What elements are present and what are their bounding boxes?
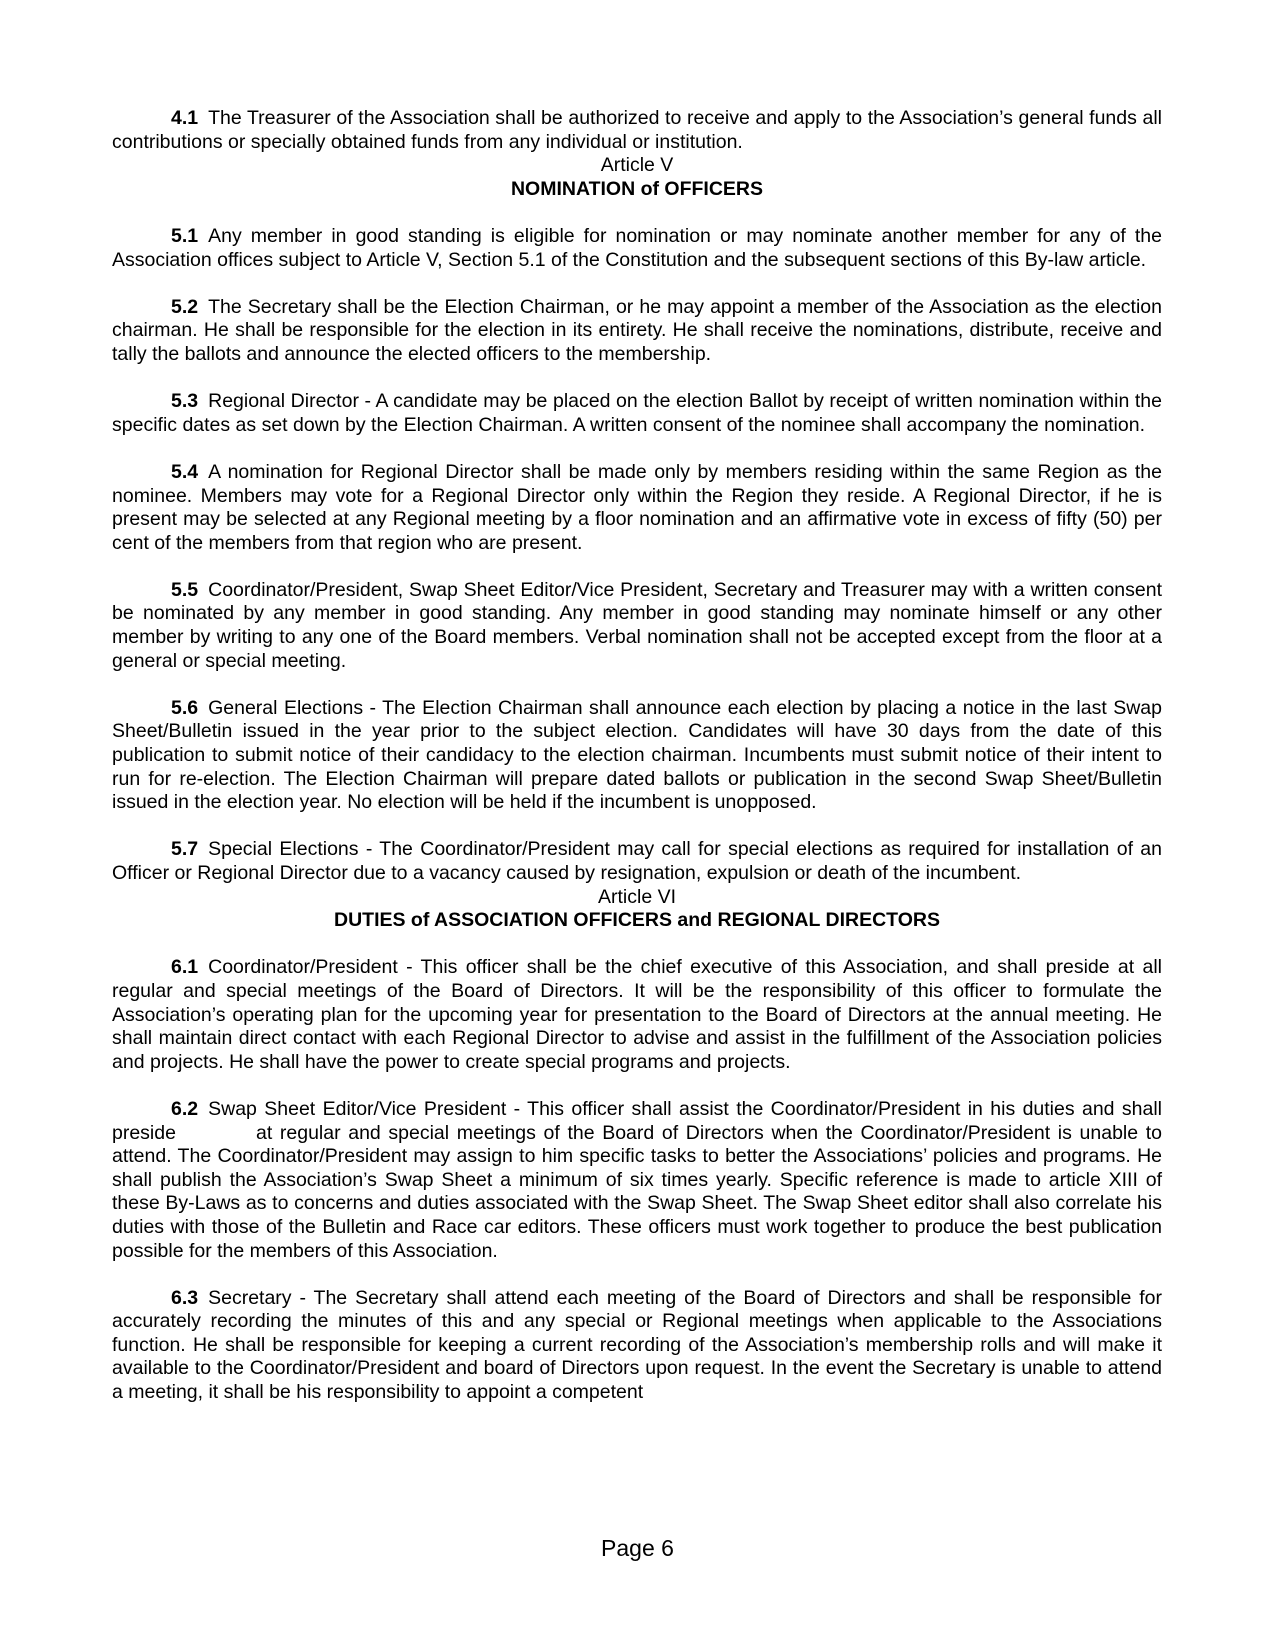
section-text: Any member in good standing is eligible for nomination or may nominate another member for any of the Association offices subject to Article V, Section 5.1 of the Constitution and the subsequent sections of this By-law article.: [112, 224, 1162, 271]
section-5-7: [112, 838, 1162, 885]
section-5-6: [112, 697, 1162, 815]
section-text: A nomination for Regional Director shall be made only by members residing within the same Region as the nominee. Members may vote for a Regional Director only within the Region they reside. A Regional Director, if he is present may be selected at any Regional meeting by a floor nomination and an affirmative vote in excess of fifty (50) per cent of the members from that region who are present.: [112, 460, 1162, 554]
section-text-part-b: at regular and special meetings of the Board of Directors when the Coordinator/President is unable to attend. The Coordinator/President may assign to him specific tasks to better the Associations’ policies and programs. He shall publish the Association’s Swap Sheet a minimum of six times yearly. Specific reference is made to article XIII of these By-Laws as to concerns and duties associated with the Swap Sheet. The Swap Sheet editor shall also correlate his duties with those of the Bulletin and Race car editors. These officers must work together to produce the best publication possible for the members of this Association.: [112, 1121, 1162, 1262]
section-number: 6.2: [171, 1097, 199, 1120]
section-number: 5.6: [171, 696, 199, 719]
section-5-2: [112, 296, 1162, 367]
section-text-part-a: Swap Sheet Editor/Vice President - This officer shall assist the Coordinator/President in his duties and shall preside: [112, 1097, 1162, 1144]
section-6-1: [112, 956, 1162, 1074]
section-text: Coordinator/President, Swap Sheet Editor/Vice President, Secretary and Treasurer may with a written consent be nominated by any member in good standing. Any member in good standing may nominate himself or any other member by writing to any one of the Board members. Verbal nomination shall not be accepted except from the floor at a general or special meeting.: [112, 578, 1162, 672]
section-text: Regional Director - A candidate may be placed on the election Ballot by receipt of written nomination within the specific dates as set down by the Election Chairman. A written consent of the nominee shall accompany the nomination.: [112, 390, 1162, 436]
section-number: 5.2: [171, 295, 199, 318]
section-text: General Elections - The Election Chairman shall announce each election by placing a notice in the last Swap Sheet/Bulletin issued in the year prior to the subject election. Candidates will have 30 days from the date of this publication to submit notice of their candidacy to the election chairman. Incumbents must submit notice of their intent to run for re-election. The Election Chairman will prepare dated ballots or publication in the second Swap Sheet/Bulletin issued in the election year. No election will be held if the incumbent is unopposed.: [112, 696, 1162, 814]
section-number: 5.7: [171, 838, 199, 861]
section-4-1: [112, 107, 1162, 154]
article-vi-label: Article VI: [597, 885, 677, 908]
section-number: 5.5: [171, 578, 199, 601]
section-text: Coordinator/President - This officer shall be the chief executive of this Association, and shall preside at all regular and special meetings of the Board of Directors. It will be the responsibility of this officer to formulate the Association’s operating plan for the upcoming year for presentation to the Board of Directors at the annual meeting. He shall maintain direct contact with each Regional Director to advise and assist in the fulfillment of the Association policies and projects. He shall have the power to create special programs and projects.: [112, 956, 1162, 1073]
section-6-3: [112, 1287, 1162, 1405]
document-body: [112, 107, 1162, 1405]
section-5-1: [112, 225, 1162, 272]
section-text: The Treasurer of the Association shall be authorized to receive and apply to the Association’s general funds all contributions or specially obtained funds from any individual or institution.: [112, 107, 1162, 153]
section-number: 5.1: [171, 224, 199, 247]
section-text: Special Elections - The Coordinator/President may call for special elections as required for installation of an Officer or Regional Director due to a vacancy caused by resignation, expulsion or death of the incumbent.: [112, 838, 1162, 884]
section-text: Secretary - The Secretary shall attend each meeting of the Board of Directors and shall be responsible for accurately recording the minutes of this and any special or Regional meetings when applicable to the Associations function. He shall be responsible for keeping a current recording of the Association’s membership rolls and will make it available to the Coordinator/President and board of Directors upon request. In the event the Secretary is unable to attend a meeting, it shall be his responsibility to appoint a competent: [112, 1286, 1162, 1404]
section-number: 6.1: [171, 956, 199, 979]
page-number: Page 6: [601, 1535, 674, 1561]
article-v-title: NOMINATION of OFFICERS: [510, 177, 764, 200]
section-5-3: [112, 390, 1162, 437]
section-number: 4.1: [171, 107, 199, 129]
section-number: 6.3: [171, 1286, 199, 1309]
section-number: 5.3: [171, 390, 199, 413]
section-text: The Secretary shall be the Election Chairman, or he may appoint a member of the Association as the election chairman. He shall be responsible for the election in its entirety. He shall receive the nominations, distribute, receive and tally the ballots and announce the elected officers to the membership.: [112, 295, 1162, 365]
section-number: 5.4: [171, 460, 199, 483]
article-vi-title: DUTIES of ASSOCIATION OFFICERS and REGIONAL DIRECTORS: [334, 909, 940, 932]
section-6-2: [112, 1098, 1162, 1263]
section-5-4: [112, 461, 1162, 555]
section-5-5: [112, 579, 1162, 673]
article-v-label: Article V: [600, 154, 674, 177]
